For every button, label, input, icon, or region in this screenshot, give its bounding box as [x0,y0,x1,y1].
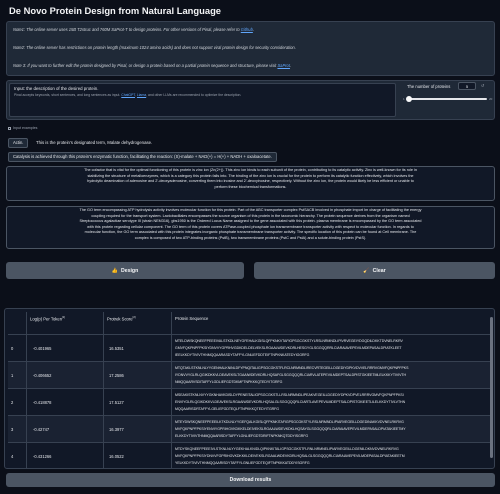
cell-score [104,362,172,389]
note-1 [13,27,254,32]
num-proteins-label: The number of proteins [407,84,451,89]
example-atp-line: Streptococcus agalactiae serotype III (strain NEM316), gbs1950 is the Ordered Locus Name assigned to the gene associated with this protein. plasma membrane is encompassed by the GO term associated [79,219,422,224]
description-label: Input: the description of the desired protein. [14,86,99,91]
score-value: 16.3977 [109,427,124,432]
input-panel [6,80,495,120]
note-3-end: . [289,63,292,68]
sequence-line: NMQQAARVSDITAFFYLGDLIEFGDTDKMFTNPKKKQTEDYITGRFG [175,380,283,384]
column-header-index [8,312,27,334]
github-link[interactable]: Github [240,27,253,32]
cell-score [104,335,172,362]
cell-index [8,443,27,469]
sequence-line: MVFQKPNPFPKSIYENVIYGPRIHGVKDKKELDEIVEKSLRGAALWDEVKDKLHQSAYGLSGGQQQRLCIARAIAVEPEVILMDEPASALDPIATAKIEETMY [175,427,406,431]
clear-button[interactable] [254,262,495,279]
chatgpt-link[interactable]: ChatGPT [121,93,136,97]
sequence-line: ENVIYGLRLQGIKDKKVLDEAVEKSLRGAAIWDEVKDRLHQSALGLSGGQQQRLCIARTLAVEPEVILMDEPTSALDPISTGKIEETLILELKKDYTIVLVTHN [175,400,406,404]
logp-value: -0.418878 [33,400,52,405]
logp-value: -0.42747 [33,427,50,432]
row-index: 3 [11,427,14,432]
sequence-line: MQQAARISDRTAFFYLGELIEFGDTEQLFTNPKKKQTEDYITGRFG [175,407,279,411]
footnote-marker: [2] [132,316,136,319]
header-text: Protein Sequence [175,316,209,321]
table-row[interactable] [8,416,492,443]
clear-button-label: Clear [372,267,386,274]
results-panel [4,308,495,469]
example-zinc-line: perform these biochemical transformations. [214,184,287,189]
design-button-label: Design [120,267,139,274]
example-malate[interactable]: This is the protein's designated term, Malate dehydrogenase. [36,140,153,145]
slider-max-label: 20 [489,97,493,101]
slider-min-label: 1 [403,97,405,101]
example-atp-line: coupling required for the transport system. Lactobacillales encompasses the source organism of this protein in the taxonomic hierarchy. The protein sequence derives from the organism named [91,213,410,218]
table-row[interactable] [8,362,492,389]
broom-icon: 🧹 [363,267,370,274]
table-row[interactable] [8,389,492,416]
description-textarea[interactable] [9,83,396,117]
score-value: 16.5351 [109,346,124,351]
cell-score [104,443,172,469]
sequence-line: MSEAKISTKNLNVYYGKNHAVKDISLDYPENEITALIGPSGCGKSTLLRSLNRMNDLIPEAKVEGEILLDGEDIYDPKVDPVELRRRVGMVFQKPNPFPKSI [175,393,404,397]
cell-logp [27,443,104,469]
notes-panel [6,21,495,76]
logp-value: -0.401965 [33,346,52,351]
saprot-link[interactable]: SaProt [277,63,290,68]
footnote-marker: [1] [62,316,65,319]
score-value: 16.0522 [109,454,124,459]
example-zinc-line: hydrolytic deamination of adenosine and 2'-deoxyadenosine, converting them into inosine and 2'-deoxyinosine, respectively. Without the zinc ion, the protein would likely be less efficient or unable to [87,179,414,184]
cell-score [104,389,172,416]
example-actin[interactable]: Actin. [8,138,28,148]
cell-score [104,416,172,443]
table-row[interactable] [8,443,492,469]
example-zinc[interactable] [6,166,495,201]
column-header-score[interactable] [104,312,172,334]
cell-logp [27,362,104,389]
example-zinc-line: The cofactor that is vital for the optimal functioning of this protein is zinc ion (Zn(2+)). This zinc ion binds to each subunit of the protein, contributing to its catalytic activity. Zinc is well-known for its role in [84,168,417,172]
sequence-line: GMVFQKPNPFPKSIYDNVVYGPRHVGDKDELDELVEKSLRGAALWDEVKDRLHESGYGLSGGQQRRLCIARAIAVEPEVILMDEPASALDPIATKLEET [175,346,402,350]
note-3-text: Note 3: If you want to further edit the protein designed by Pinal, or design a protein based on a partial protein sequence and structure, please visit [13,63,277,68]
sequence-line: MTEYDWSKQNEEFPEEEILKTKDLNLYYGEFQALKGISLQFPKNKITAFIGPSGCGKSTYLRSLNRMNDLIPIARVEGEILLDGEDINAKKVDVNELRKRVG [175,420,404,424]
sequence-line: MTDYSKQNEEFPEEEIVLSTKNLNLYYGEKHALKNIDLQIPKNKITALIGPSGCGKSTFLRNLNRMNELIPIARVEGEILLDGENILDKNVDVNELRKRVG [175,447,399,451]
example-catalysis[interactable]: Catalysis is achieved through this protein's enzymatic function, facilitating the reaction: (S)-malate + NAD(+) = H(+) + NADH + oxaloacetate. [8,152,277,162]
row-index: 1 [11,373,14,378]
example-atp-line: molecular function, the GO term associated with this protein integrates inorganic phosphate transmembrane transporter activity. The specific location of this protein can be found at Cell membrane. The [84,230,417,235]
examples-label-text: Input examples [13,126,38,130]
cell-index [8,389,27,416]
example-zinc-line: stabilizing the structure of metalloenzymes, which is a category this protein falls into. The binding of the zinc ion is crucial for the protein to perform its catalytic function effectively, which involves the [87,173,414,178]
row-index: 4 [11,454,14,459]
table-row[interactable] [8,335,492,362]
example-atp-line: complex is composed of two ATP-binding proteins (PstB), two transmembrane proteins (PstC and PstA) and a solute-binding protein (PstS). [134,235,367,240]
table-scrollbar[interactable] [490,317,493,458]
header-text: Protrek Score [107,316,133,322]
help-end: are recommended to optimize the description. [171,93,242,97]
cell-index [8,335,27,362]
num-proteins-input[interactable]: 5 [458,82,476,90]
sequence-line: ELKKDYTIVIVTHNMQQAARISDYTAFFYLGNLIEFGDTDRIFTNPKNKQTDDYISGRFG [175,434,309,438]
cell-logp [27,416,104,443]
cell-index [8,416,27,443]
note-1-end: . [252,27,254,32]
examples-icon [8,127,11,130]
note-2: Note2: The online server has restrictions on protein length (maximum 1024 amino acids) and does not support viral protein design for security consideration. [13,45,296,50]
cell-sequence [172,416,492,443]
row-index: 0 [11,346,14,351]
score-value: 17.5127 [109,400,124,405]
help-mid: , and other LLMs [146,93,172,97]
download-results-button[interactable]: Download results [6,473,495,487]
cell-sequence [172,335,492,362]
column-header-sequence[interactable] [172,312,492,334]
cell-sequence [172,362,492,389]
cell-index [8,362,27,389]
description-help [14,93,241,97]
sequence-line: MVFQKPNPFPKSIYDNVVFGPRIHGVKDKKKLDEIVEKSLRGAALWDEVKDRLHQSALGLSGGQQQRLCIARAIAVEPEVILMDEPASALDPIATAKIEETM [175,454,405,458]
design-button[interactable] [6,262,244,279]
slider-thumb[interactable] [406,96,412,102]
sequence-line: IYDNVVYGLRLQGIKDKKVLDEAVEKSLTGAAIWDEVKDRLHQSAFGLSGGQQQRLCIARVLATEPEVILMDEPTSALDPISTGKIEETMLELKKKYTIVIVTH [175,373,407,377]
llama-link[interactable]: Llama [136,93,147,97]
score-value: 17.2586 [109,373,124,378]
cell-sequence [172,389,492,416]
help-sep: , [135,93,137,97]
sequence-line: MTELDWSKQNEEFPEEEIVALSTKDLNEYGFEHALKGISLQFPKNKVTAFIGPSGCGKSTYLRSLNRMNDLIPIVRVEGEIYDGQDILDKKTDVNELRKRV [175,339,403,343]
logp-value: -0.431266 [33,454,52,459]
num-proteins-slider[interactable] [409,98,487,100]
logp-value: -0.406652 [33,373,52,378]
examples-label [8,126,37,130]
cell-logp [27,335,104,362]
sequence-line: IEELKKDYTIVIVTHNMQQAARASDYTAFFYLGNLIEFDDTEIFTNPKNKATEDYIGGRFG [175,353,310,357]
header-text: Log(p) Per Token [30,316,63,322]
sequence-line: YELKKDYTIVIVTHNMQQAARISDYTAFFYLGNLIEFGDTEQIFTNPKKKATDDYISGRFG [175,461,310,465]
example-atp-line: The GO term encompassing ATP hydrolysis activity involves molecular function for this protein. Part of the ABC transporter complex PstSACB involved in phosphate import Im charge of facilitating the energy [79,208,422,212]
thumbs-up-icon: 👍 [111,267,118,274]
page-title: De Novo Protein Design from Natural Language [9,5,222,16]
sequence-line: MTQTAKLSTKNLNLYYGENHALKNINLDFYPNQITALIGPSGCGKSTFLRCLNRMNDLIRECVRTEGEILLDGEDIYDPKVDVVELRRRVGMVFQKPNPFPKS [175,366,409,370]
cell-sequence [172,443,492,469]
cell-logp [27,389,104,416]
example-atp-line: with this protein regarding cellular component. The GO term of this protein covers ATPase-coupled phosphate ion transmembrane transporter activity with respect to molecular function. In regards to [87,224,414,229]
row-index: 2 [11,400,14,405]
example-atp[interactable] [6,206,495,249]
note-3 [13,63,291,68]
note-1-text: Note1: The online server uses 15B T2struc and 760M SaProt-T to design proteins. For other versions of Pinal, please refer to [13,27,240,32]
reset-icon[interactable]: ↺ [481,83,485,88]
help-text: Pinal accepts keywords, short sentences, and long sentences as input. [14,93,121,97]
column-header-logp[interactable] [27,312,104,334]
